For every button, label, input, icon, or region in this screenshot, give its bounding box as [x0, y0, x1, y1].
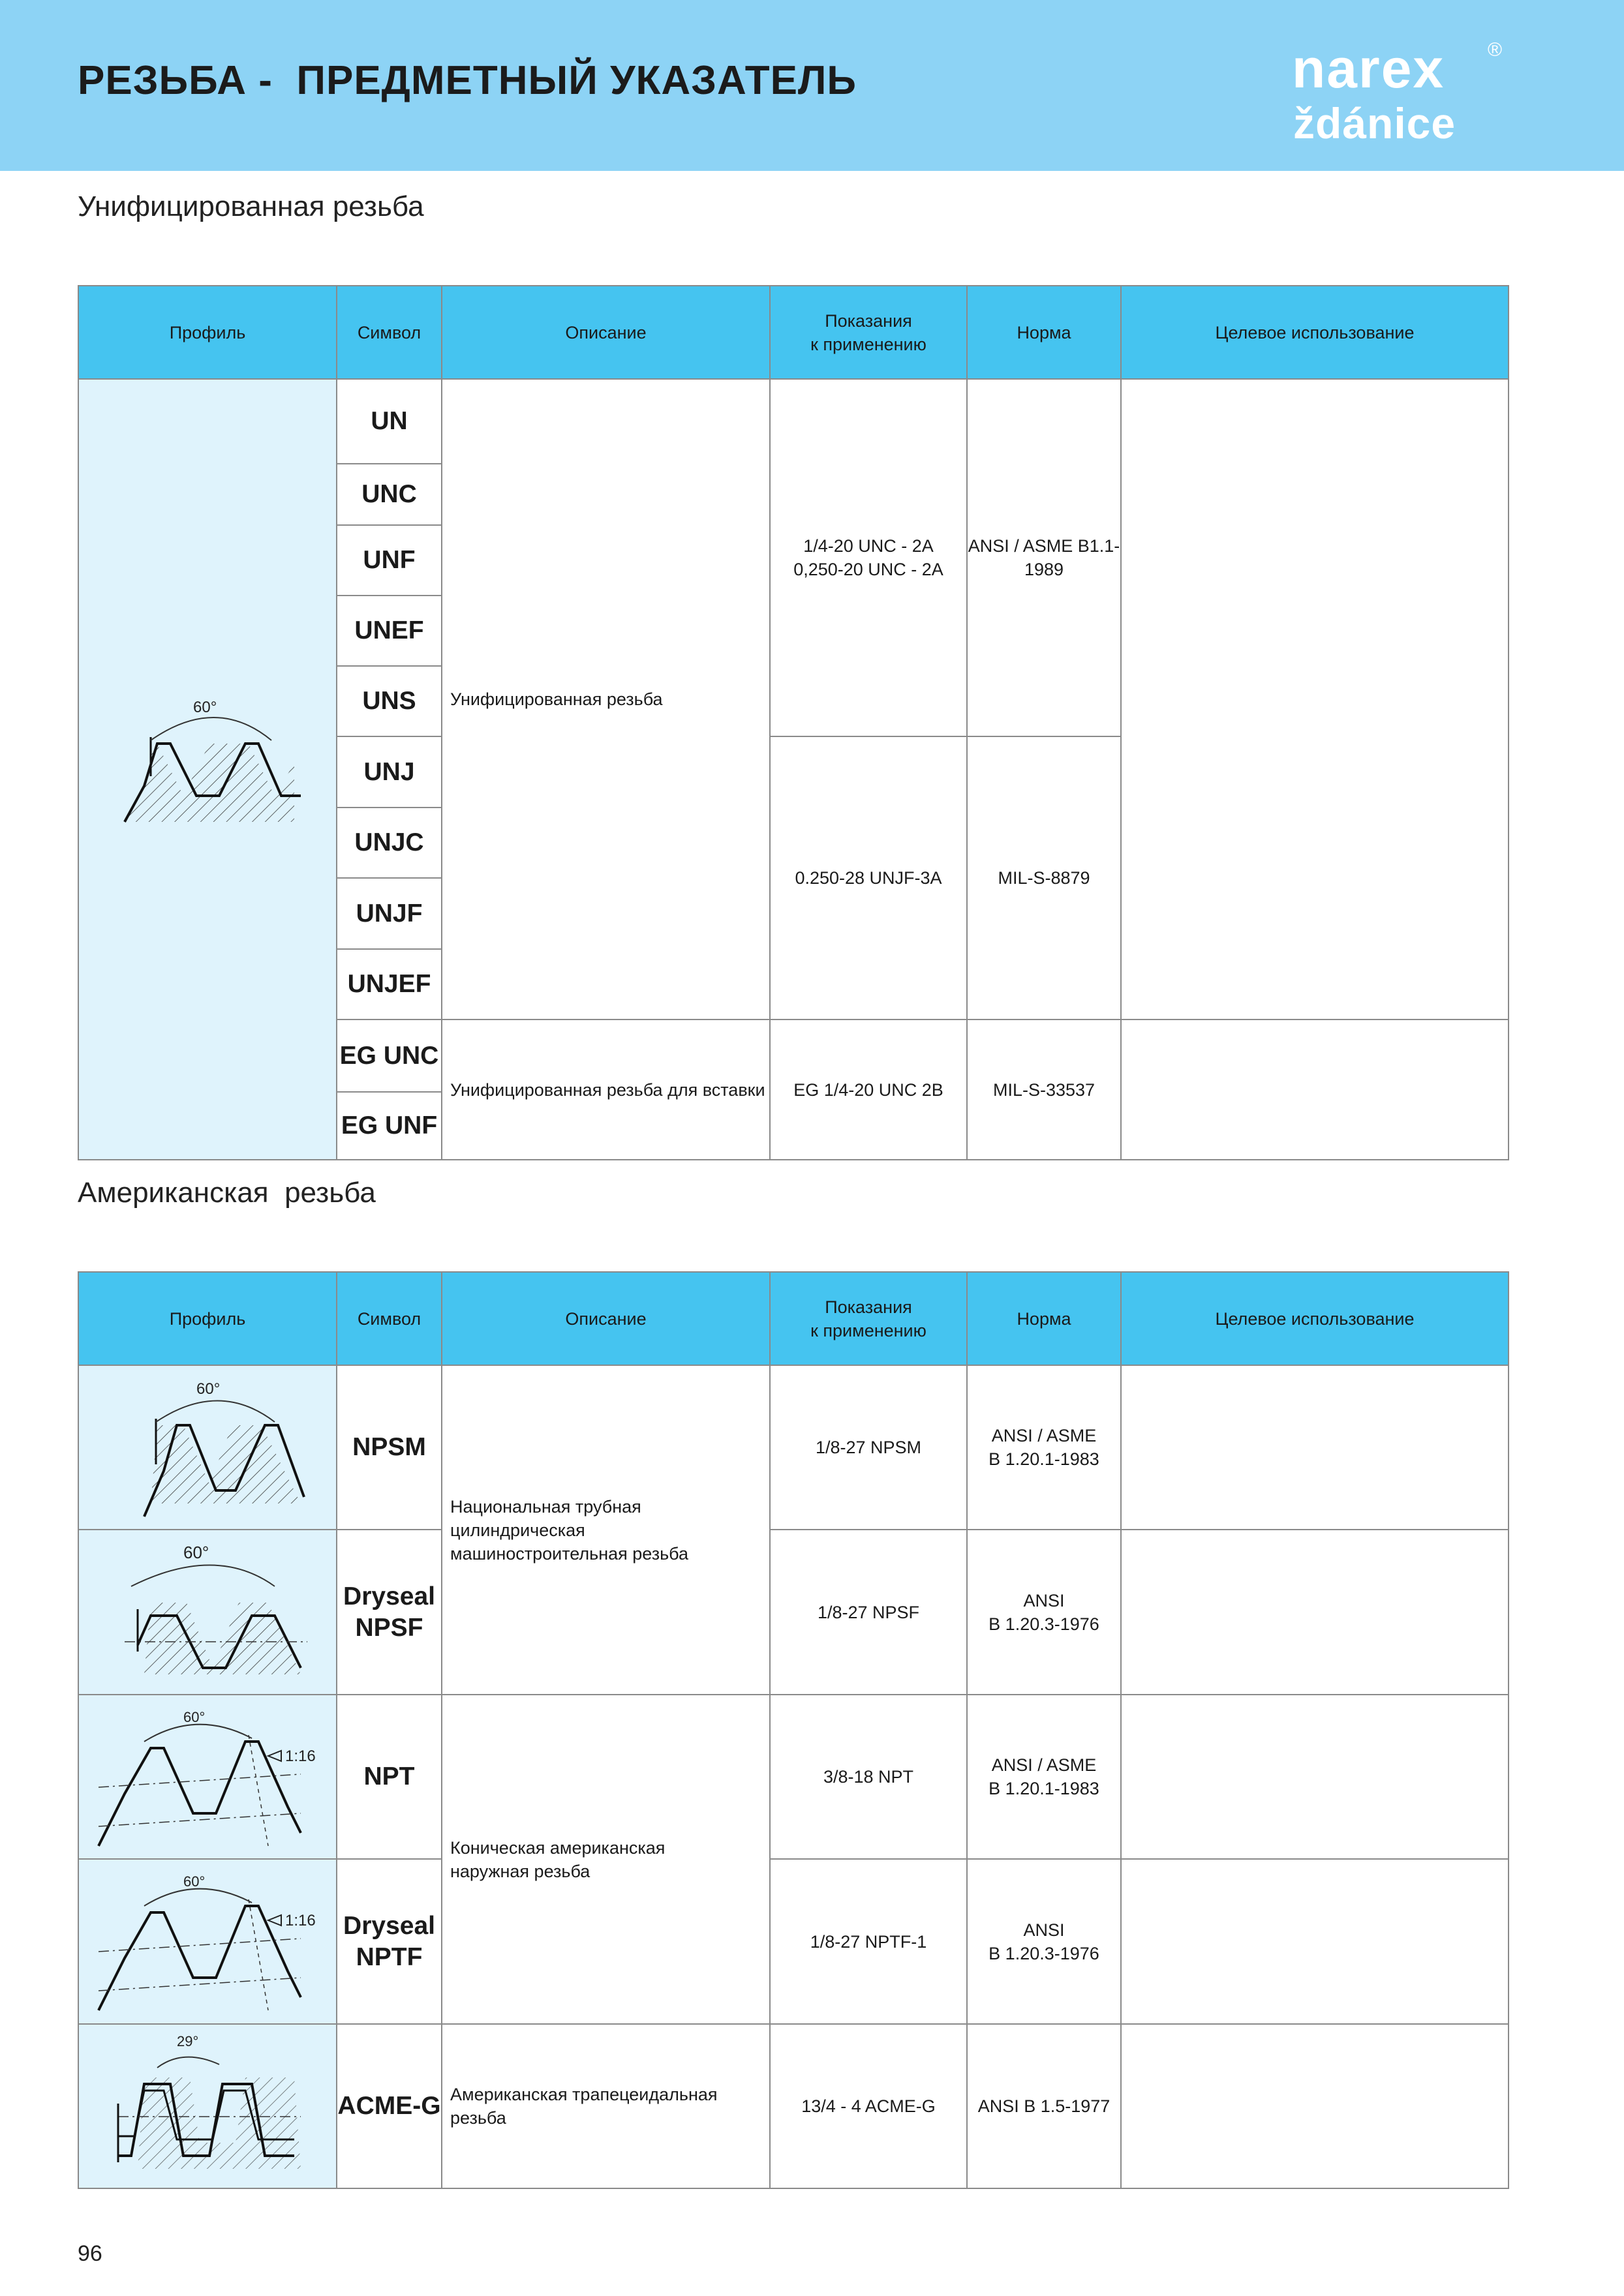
symbol-uns: UNS — [337, 666, 442, 736]
description-npt: Коническая американская наружная резьба — [442, 1695, 770, 2024]
symbol-unj: UNJ — [337, 736, 442, 808]
logo-bottom-text: ždánice — [1293, 99, 1456, 147]
table-row — [78, 1365, 1509, 1530]
acme-thread-profile-image — [79, 2025, 337, 2187]
symbol-npsm: NPSM — [337, 1365, 442, 1530]
table-header-row — [78, 1272, 1509, 1365]
nptf-taper: 1:16 — [285, 1912, 316, 1929]
example-unified-group2: 0.250-28 UNJF-3A — [770, 736, 967, 1020]
col-header-norm: Норма — [967, 1272, 1121, 1365]
npt-thread-profile-image — [79, 1696, 337, 1858]
example-npsf: 1/8-27 NPSF — [770, 1530, 967, 1695]
symbol-eg-unc: EG UNC — [337, 1020, 442, 1092]
symbol-acme-g: ACME-G — [337, 2024, 442, 2188]
example-unified-group1: 1/4-20 UNC - 2A 0,250-20 UNC - 2A — [770, 379, 967, 736]
unified-thread-profile-image — [79, 672, 337, 868]
nptf-thread-profile-image — [79, 1860, 337, 2023]
profile-npt-cell — [78, 1695, 337, 1859]
col-header-description: Описание — [442, 1272, 770, 1365]
example-acme: 13/4 - 4 ACME-G — [770, 2024, 967, 2188]
logo-top-text: narex — [1292, 40, 1445, 99]
norm-acme: ANSI B 1.5-1977 — [967, 2024, 1121, 2188]
logo-registered-mark: ® — [1488, 40, 1503, 61]
norm-unified-group1: ANSI / ASME B1.1- 1989 — [967, 379, 1121, 736]
narex-logo — [1292, 40, 1514, 151]
col-header-description: Описание — [442, 286, 770, 379]
example-npt: 3/8-18 NPT — [770, 1695, 967, 1859]
description-unified: Унифицированная резьба — [442, 379, 770, 1020]
purpose-nptf — [1121, 1859, 1509, 2024]
nptf-angle: 60° — [183, 1873, 206, 1890]
unified-profile-angle: 60° — [193, 698, 217, 716]
norm-nptf: ANSI B 1.20.3-1976 — [967, 1859, 1121, 2024]
symbol-unjef: UNJEF — [337, 949, 442, 1020]
profile-unified-cell — [78, 379, 337, 1160]
purpose-npsf — [1121, 1530, 1509, 1695]
norm-unified-group2: MIL-S-8879 — [967, 736, 1121, 1020]
norm-npsf: ANSI B 1.20.3-1976 — [967, 1530, 1121, 1695]
example-unified-group3: EG 1/4-20 UNC 2B — [770, 1020, 967, 1160]
description-unified-insert: Унифицированная резьба для вставки — [442, 1020, 770, 1160]
example-npsm: 1/8-27 NPSM — [770, 1365, 967, 1530]
col-header-symbol: Символ — [337, 1272, 442, 1365]
col-header-purpose: Целевое использование — [1121, 1272, 1509, 1365]
col-header-profile: Профиль — [78, 286, 337, 379]
npsf-angle: 60° — [183, 1543, 209, 1562]
col-header-norm: Норма — [967, 286, 1121, 379]
unified-thread-table — [78, 285, 1509, 1160]
norm-npsm: ANSI / ASME B 1.20.1-1983 — [967, 1365, 1121, 1530]
npsm-angle: 60° — [196, 1380, 221, 1398]
symbol-unc: UNC — [337, 464, 442, 525]
example-nptf: 1/8-27 NPTF-1 — [770, 1859, 967, 2024]
table-header-row — [78, 286, 1509, 379]
npsm-thread-profile-image — [79, 1367, 337, 1528]
purpose-unified-group1 — [1121, 379, 1509, 1020]
profile-npsm-cell — [78, 1365, 337, 1530]
symbol-dryseal-npsf: Dryseal NPSF — [337, 1530, 442, 1695]
norm-unified-group3: MIL-S-33537 — [967, 1020, 1121, 1160]
symbol-un: UN — [337, 379, 442, 464]
npt-taper: 1:16 — [285, 1747, 316, 1765]
purpose-npt — [1121, 1695, 1509, 1859]
table-row — [78, 1695, 1509, 1859]
purpose-unified-group3 — [1121, 1020, 1509, 1160]
symbol-eg-unf: EG UNF — [337, 1092, 442, 1160]
profile-nptf-cell — [78, 1859, 337, 2024]
table-row — [78, 1530, 1509, 1695]
profile-acme-cell — [78, 2024, 337, 2188]
norm-npt: ANSI / ASME B 1.20.1-1983 — [967, 1695, 1121, 1859]
description-npsm: Национальная трубная цилиндрическая машиностроительная резьба — [442, 1365, 770, 1695]
american-thread-table — [78, 1271, 1509, 2189]
symbol-dryseal-nptf: Dryseal NPTF — [337, 1859, 442, 2024]
table-row — [78, 2024, 1509, 2188]
symbol-unjf: UNJF — [337, 878, 442, 949]
symbol-unjc: UNJC — [337, 808, 442, 878]
symbol-npt: NPT — [337, 1695, 442, 1859]
col-header-example: Показания к применению — [770, 286, 967, 379]
purpose-acme — [1121, 2024, 1509, 2188]
symbol-unf: UNF — [337, 525, 442, 596]
page-title: РЕЗЬБА - ПРЕДМЕТНЫЙ УКАЗАТЕЛЬ — [78, 58, 857, 103]
col-header-symbol: Символ — [337, 286, 442, 379]
page-number: 96 — [78, 2241, 102, 2266]
table-row — [78, 1859, 1509, 2024]
col-header-profile: Профиль — [78, 1272, 337, 1365]
npsf-thread-profile-image — [79, 1531, 337, 1693]
purpose-npsm — [1121, 1365, 1509, 1530]
col-header-purpose: Целевое использование — [1121, 286, 1509, 379]
description-acme: Американская трапецеидальная резьба — [442, 2024, 770, 2188]
col-header-example: Показания к применению — [770, 1272, 967, 1365]
section-title-american: Американская резьба — [78, 1177, 376, 1209]
npt-angle: 60° — [183, 1709, 206, 1725]
section-title-unified: Унифицированная резьба — [78, 190, 424, 222]
symbol-unef: UNEF — [337, 596, 442, 666]
acme-angle: 29° — [177, 2033, 199, 2049]
profile-npsf-cell — [78, 1530, 337, 1695]
